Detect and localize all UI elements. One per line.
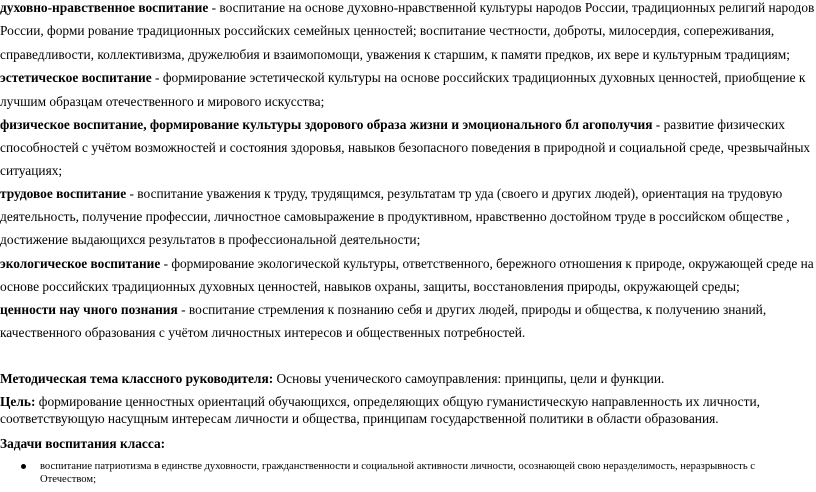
method-theme-line: [0, 371, 664, 387]
item-labor-text-2: деятельность, получение профессии, личностное самовыражение в продуктивном, нравственно достойном труде в российском обществе ,: [0, 209, 790, 224]
item-aesthetic-title: эстетическое воспитание: [0, 70, 152, 85]
item-spiritual-title: духовно-нравственное воспитание: [0, 0, 209, 15]
goal-line-1: [0, 394, 760, 410]
item-physical-text-2: способностей с учётом возможностей и состояния здоровья, навыков безопасного поведения в природной и социальной среде, чрезвычайных: [0, 140, 811, 155]
item-spiritual-line-1: [0, 0, 814, 16]
item-ecological-line-1: [0, 256, 814, 272]
goal-label: Цель:: [0, 394, 36, 409]
item-labor-text-3: достижение выдающихся результатов в профессиональной деятельности;: [0, 232, 421, 247]
tasks-heading: Задачи воспитания класса:: [0, 436, 166, 451]
item-science-title: ценности нау чного познания: [0, 302, 178, 317]
item-physical-text-1: - развитие физических: [652, 117, 785, 132]
task-bullet-1-line-2: Отечеством;: [40, 474, 97, 485]
item-science-line-1: [0, 302, 766, 318]
item-spiritual-text-3: справедливости, коллективизма, дружелюбия и взаимопомощи, уважения к старшим, к памяти предков, их вере и культурным традициям;: [0, 47, 790, 62]
item-ecological-text-2: основе российских традиционных духовных ценностей, навыков охраны, защиты, восстановления природы, окружающей среды;: [0, 279, 740, 294]
item-physical-line-1: [0, 117, 785, 133]
item-labor-line-1: [0, 186, 782, 202]
item-ecological-title: экологическое воспитание: [0, 256, 161, 271]
bullet-dot-icon: [21, 464, 26, 469]
method-theme-label: Методическая тема классного руководителя:: [0, 371, 274, 386]
item-ecological-text-1: - формирование экологической культуры, ответственного, бережного отношения к природе, окружающей среде на: [160, 256, 814, 271]
item-science-text-2: качественного образования с учётом личностных интересов и общественных потребностей.: [0, 325, 526, 340]
item-aesthetic-text-1: - формирование эстетической культуры на основе российских традиционных духовных ценностей, приобщение к: [151, 70, 806, 85]
goal-text-1: формирование ценностных ориентаций обучающихся, определяющих общую гуманистическую направленность их личности,: [35, 394, 760, 409]
item-aesthetic-text-2: лучшим образцам отечественного и мирового искусства;: [0, 94, 325, 109]
item-aesthetic-line-1: [0, 70, 805, 86]
item-spiritual-text-1: - воспитание на основе духовно-нравственной культуры народов России, традиционных религий народов: [208, 0, 815, 15]
item-labor-text-1: - воспитание уважения к труду, трудящимся, результатам тр уда (своего и других людей), ориентация на трудовую: [126, 186, 783, 201]
item-physical-title: физическое воспитание, формирование культуры здорового образа жизни и эмоционального бл агополучия: [0, 117, 653, 132]
method-theme-text: Основы ученического самоуправления: принципы, цели и функции.: [273, 371, 665, 386]
task-bullet-1-line-1: воспитание патриотизма в единстве духовности, гражданственности и социальной активности личности, осознающей свою неразделимость, неразрывность с: [40, 461, 755, 472]
item-physical-text-3: ситуациях;: [0, 163, 63, 178]
item-spiritual-text-2: России, форми рование традиционных российских семейных ценностей; воспитание честности, доброты, милосердия, сопереживания,: [0, 23, 775, 38]
goal-text-2: соответствующую насущным интересам личности и общества, принципам государственной политики в области образования.: [0, 411, 719, 426]
item-science-text-1: - воспитание стремления к познанию себя и других людей, природы и общества, к получению знаний,: [177, 302, 767, 317]
item-labor-title: трудовое воспитание: [0, 186, 127, 201]
